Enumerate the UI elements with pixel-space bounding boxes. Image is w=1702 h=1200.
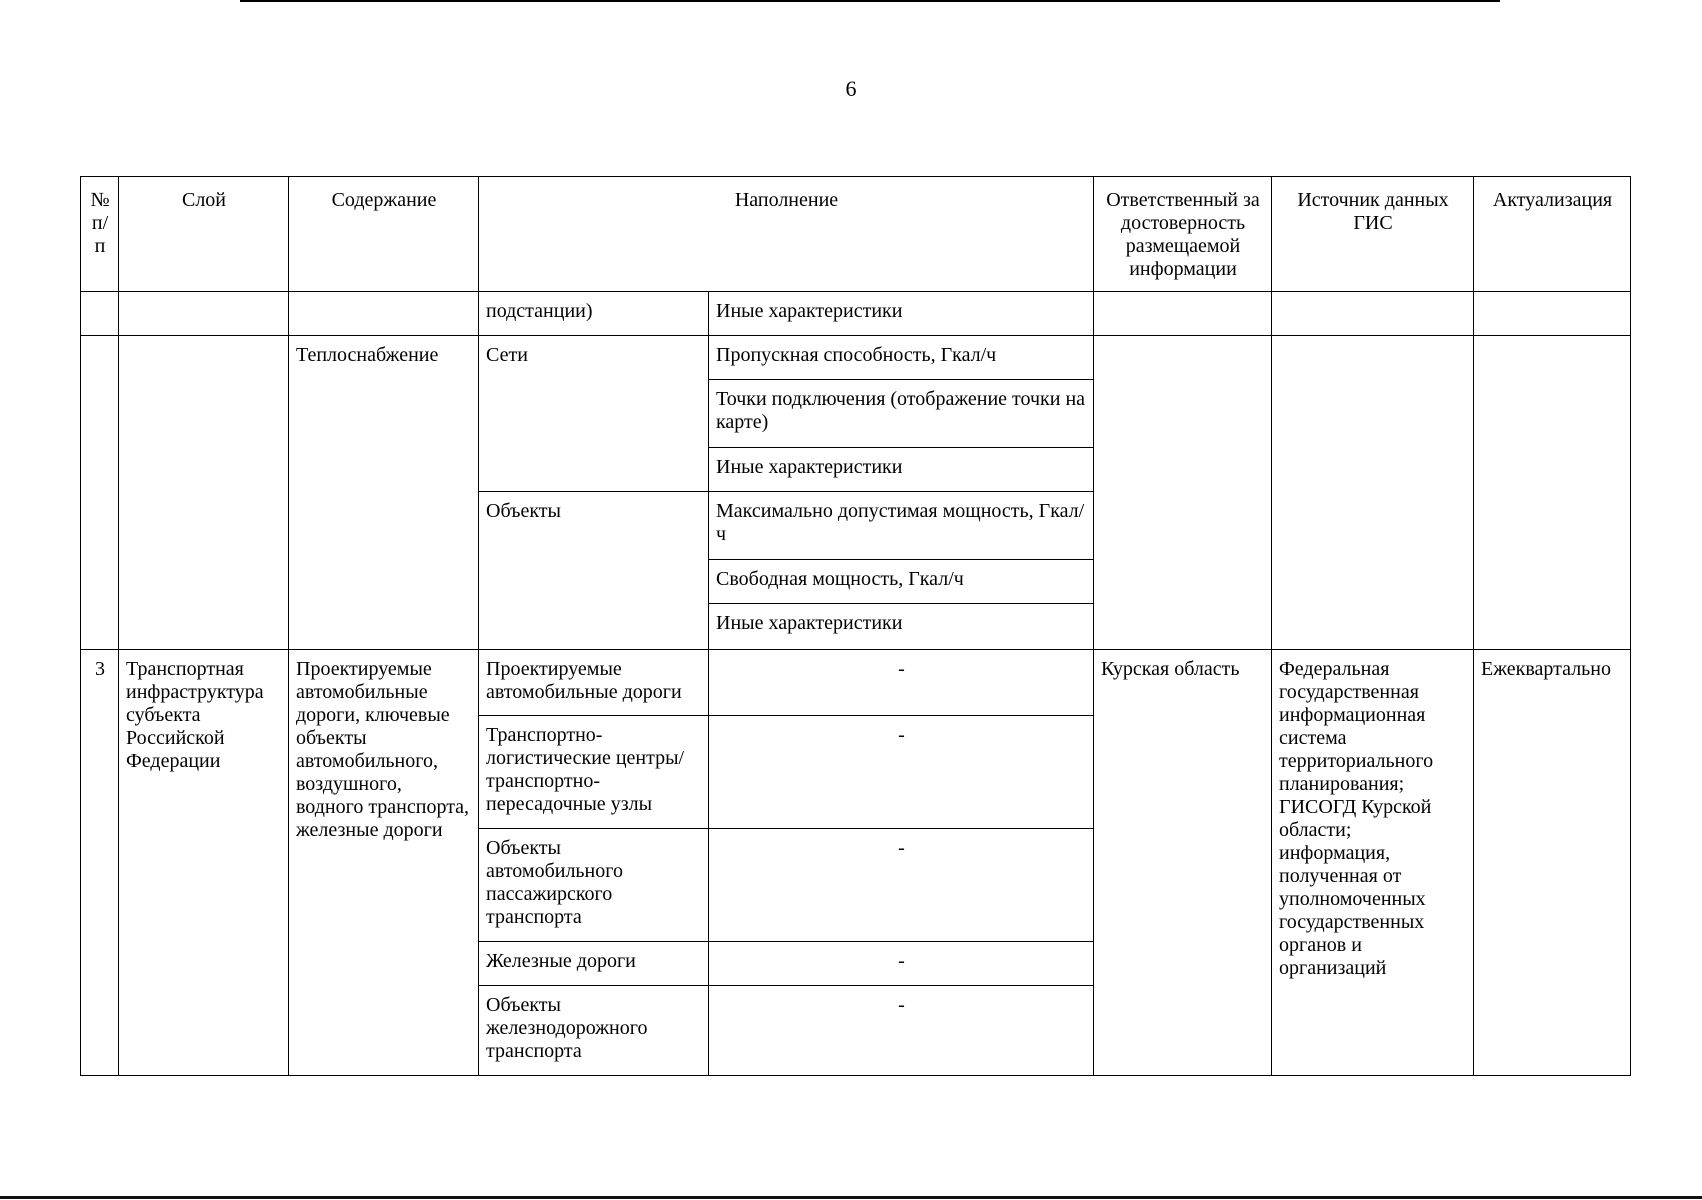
- cell-empty: [1094, 292, 1272, 336]
- cell-empty: [119, 336, 289, 650]
- cell-transport-value: -: [709, 650, 1094, 716]
- table-header-row: [81, 177, 1631, 292]
- cell-transport-item: Проектируемые автомобильные дороги: [479, 650, 709, 716]
- cell-empty: [1474, 336, 1631, 650]
- header-num: № п/п: [81, 177, 119, 292]
- cell-heat-supply: Теплоснабжение: [289, 336, 479, 650]
- cell-empty: [81, 292, 119, 336]
- cell-empty: [1094, 336, 1272, 650]
- cell-net-item: Иные характеристики: [709, 448, 1094, 492]
- header-responsible: Ответственный за достоверность размещаемой информации: [1094, 177, 1272, 292]
- cell-empty: [119, 292, 289, 336]
- cell-responsible: Курская область: [1094, 650, 1272, 1076]
- table-row: [81, 650, 1631, 716]
- cell-source: Федеральная государственная информационная система территориального планирования; ГИСОГД Курской области; информация, полученная от уполномоченных государственных органов и организаций: [1272, 650, 1474, 1076]
- top-border-line: [240, 0, 1500, 2]
- header-filling: Наполнение: [479, 177, 1094, 292]
- header-source: Источник данных ГИС: [1272, 177, 1474, 292]
- bottom-border-line: [0, 1196, 1702, 1199]
- cell-transport-value: -: [709, 986, 1094, 1076]
- cell-transport-value: -: [709, 829, 1094, 942]
- table-row: [81, 336, 1631, 380]
- cell-substation-cont: подстанции): [479, 292, 709, 336]
- cell-transport-item: Транспортно-логистические центры/транспортно-пересадочные узлы: [479, 716, 709, 829]
- cell-transport-value: -: [709, 716, 1094, 829]
- cell-other-characteristics: Иные характеристики: [709, 292, 1094, 336]
- cell-update: Ежеквартально: [1474, 650, 1631, 1076]
- gis-layers-table: [80, 176, 1631, 1076]
- table-row: [81, 292, 1631, 336]
- cell-obj-item: Свободная мощность, Гкал/ч: [709, 560, 1094, 604]
- header-update: Актуализация: [1474, 177, 1631, 292]
- cell-obj-item: Максимально допустимая мощность, Гкал/ч: [709, 492, 1094, 560]
- cell-row-number: 3: [81, 650, 119, 1076]
- cell-networks: Сети: [479, 336, 709, 492]
- cell-transport-item: Железные дороги: [479, 942, 709, 986]
- cell-transport-item: Объекты железнодорожного транспорта: [479, 986, 709, 1076]
- cell-obj-item: Иные характеристики: [709, 604, 1094, 650]
- cell-empty: [1474, 292, 1631, 336]
- page-number: 6: [845, 76, 857, 101]
- header-layer: Слой: [119, 177, 289, 292]
- cell-net-item: Пропускная способность, Гкал/ч: [709, 336, 1094, 380]
- cell-objects: Объекты: [479, 492, 709, 650]
- cell-empty: [1272, 336, 1474, 650]
- cell-transport-value: -: [709, 942, 1094, 986]
- cell-transport-content: Проектируемые автомобильные дороги, ключевые объекты автомобильного, воздушного, водного транспорта, железные дороги: [289, 650, 479, 1076]
- cell-net-item: Точки подключения (отображение точки на карте): [709, 380, 1094, 448]
- cell-empty: [81, 336, 119, 650]
- cell-empty: [289, 292, 479, 336]
- cell-transport-layer: Транспортная инфраструктура субъекта Российской Федерации: [119, 650, 289, 1076]
- header-content: Содержание: [289, 177, 479, 292]
- cell-empty: [1272, 292, 1474, 336]
- cell-transport-item: Объекты автомобильного пассажирского транспорта: [479, 829, 709, 942]
